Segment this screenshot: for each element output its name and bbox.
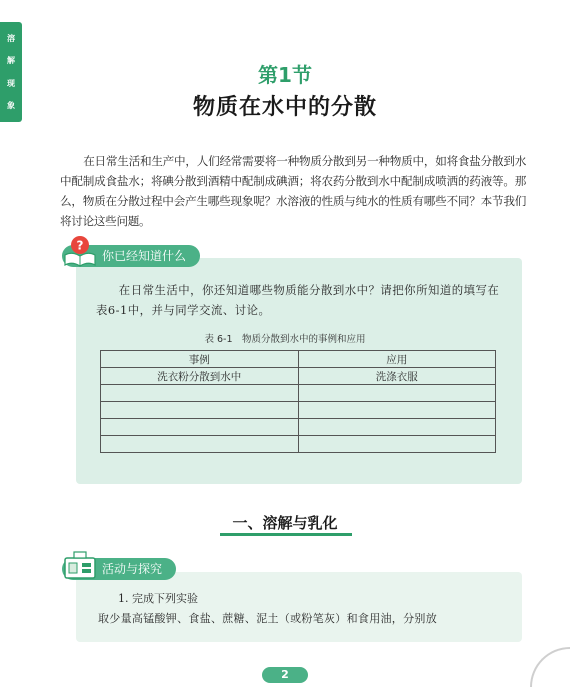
table-cell [101, 419, 299, 436]
know-text: 在日常生活中，你还知道哪些物质能分散到水中？请把你所知道的填写在表6-1中，并与同学交流、讨论。 [96, 283, 500, 317]
examples-table [100, 350, 496, 453]
section-number: 第1节 [258, 63, 312, 87]
table-row [101, 436, 496, 453]
table-cell [298, 419, 496, 436]
activity-badge [62, 558, 176, 580]
know-badge-label: 你已经知道什么 [102, 249, 187, 263]
table-header-cell: 应用 [298, 351, 496, 368]
table-row [101, 368, 496, 385]
section-title: 物质在水中的分散 [192, 95, 377, 120]
table-header-row [101, 351, 496, 368]
activity-step: 1. 完成下列实验 [118, 592, 198, 605]
table-row [101, 385, 496, 402]
subsection-heading: 一、溶解与乳化 [232, 514, 338, 532]
side-tab-char: 解 [7, 56, 15, 66]
side-tab-char: 现 [7, 78, 15, 88]
page-curl-decoration [530, 647, 570, 687]
activity-badge-label: 活动与探究 [102, 562, 163, 576]
svg-text:?: ? [76, 238, 84, 253]
table-cell [298, 402, 496, 419]
table-row [101, 419, 496, 436]
table-cell [101, 402, 299, 419]
book-question-icon [62, 233, 98, 269]
intro-paragraph: 在日常生活和生产中，人们经常需要将一种物质分散到另一种物质中，如将食盐分散到水中配制成食盐水；将碘分散到酒精中配制成碘酒；将农药分散到水中配制成喷洒的药液等。那么，物质在分散过程中会产生哪些现象呢？水溶液的性质与纯水的性质有哪些不同？本节我们将讨论这些问题。 [60, 154, 526, 228]
heading-underline [220, 533, 352, 536]
activity-box [76, 572, 522, 642]
side-tab-char: 溶 [7, 34, 15, 44]
table-row [101, 402, 496, 419]
table-header-cell: 事例 [101, 351, 299, 368]
page-number: 2 [262, 667, 308, 683]
activity-text: 取少量高锰酸钾、食盐、蔗糖、泥土（或粉笔灰）和食用油，分别放 [98, 612, 437, 625]
table-caption: 表 6-1 物质分散到水中的事例和应用 [204, 334, 366, 345]
table-cell: 洗衣粉分散到水中 [101, 368, 299, 385]
table-cell [298, 436, 496, 453]
table-cell [101, 385, 299, 402]
know-badge [62, 238, 200, 267]
table-cell [298, 385, 496, 402]
table-cell: 洗涤衣服 [298, 368, 496, 385]
side-tab-char: 象 [7, 100, 15, 110]
lab-kit-icon [62, 546, 98, 582]
table-cell [101, 436, 299, 453]
